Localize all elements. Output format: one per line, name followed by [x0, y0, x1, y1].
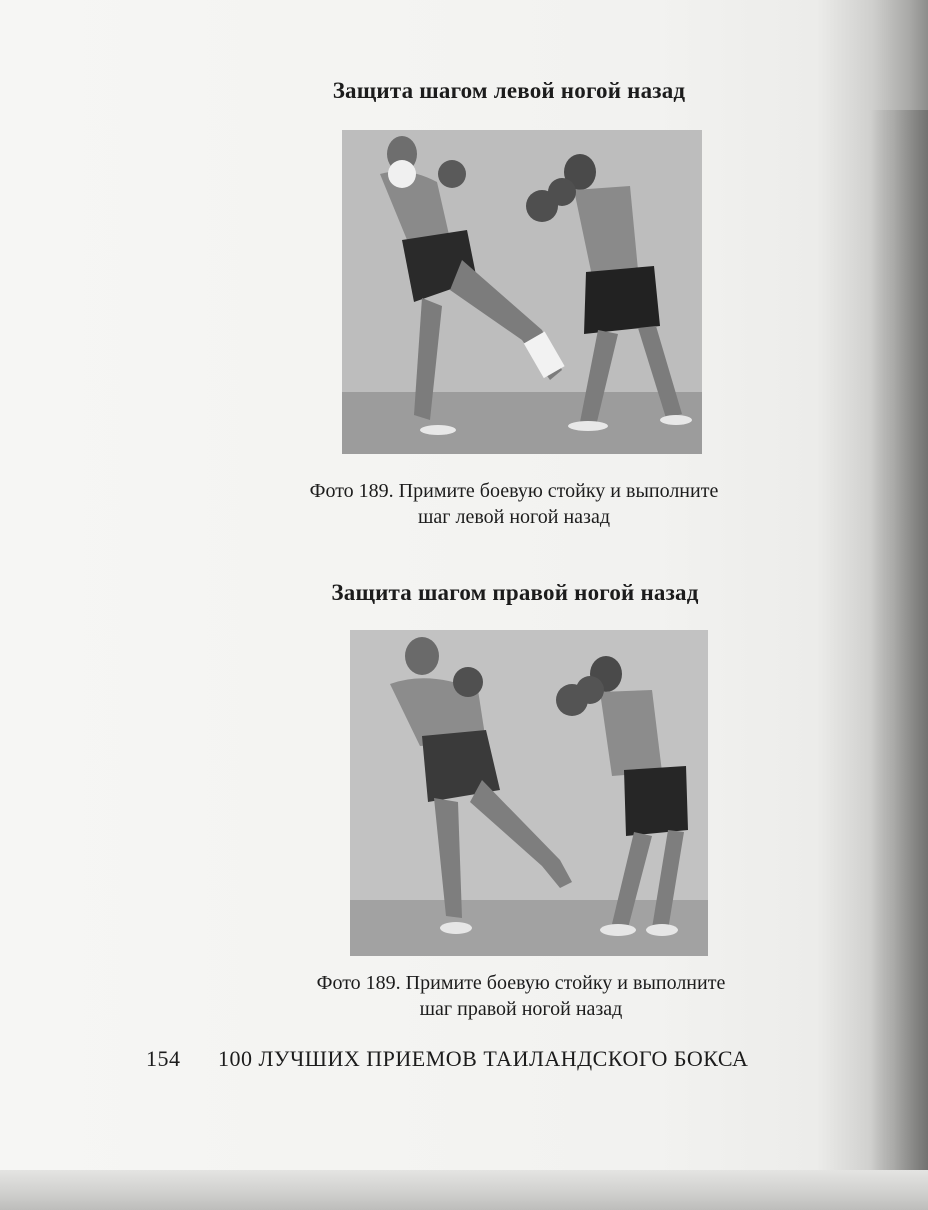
- scan-edge: [0, 1170, 928, 1210]
- caption-line: шаг левой ногой назад: [418, 506, 610, 528]
- section-heading-right-step: Защита шагом правой ногой назад: [331, 580, 699, 605]
- book-title: 100 ЛУЧШИХ ПРИЕМОВ ТАИЛАНДСКОГО БОКСА: [218, 1046, 749, 1071]
- section-heading-left-step: Защита шагом левой ногой назад: [332, 78, 686, 103]
- photo-caption-right-step: [0, 970, 928, 1022]
- caption-line: Фото 189. Примите боевую стойку и выполните: [316, 972, 726, 994]
- photo-caption-left-step: [0, 478, 928, 530]
- photo-right-step-defense: [350, 630, 708, 956]
- page-number: 154: [146, 1046, 181, 1071]
- photo-left-step-defense: [342, 130, 702, 454]
- binding-shadow: [870, 110, 928, 1190]
- caption-line: шаг правой ногой назад: [419, 998, 623, 1020]
- caption-line: Фото 189. Примите боевую стойку и выполните: [309, 480, 719, 502]
- page-footer: [146, 1046, 748, 1072]
